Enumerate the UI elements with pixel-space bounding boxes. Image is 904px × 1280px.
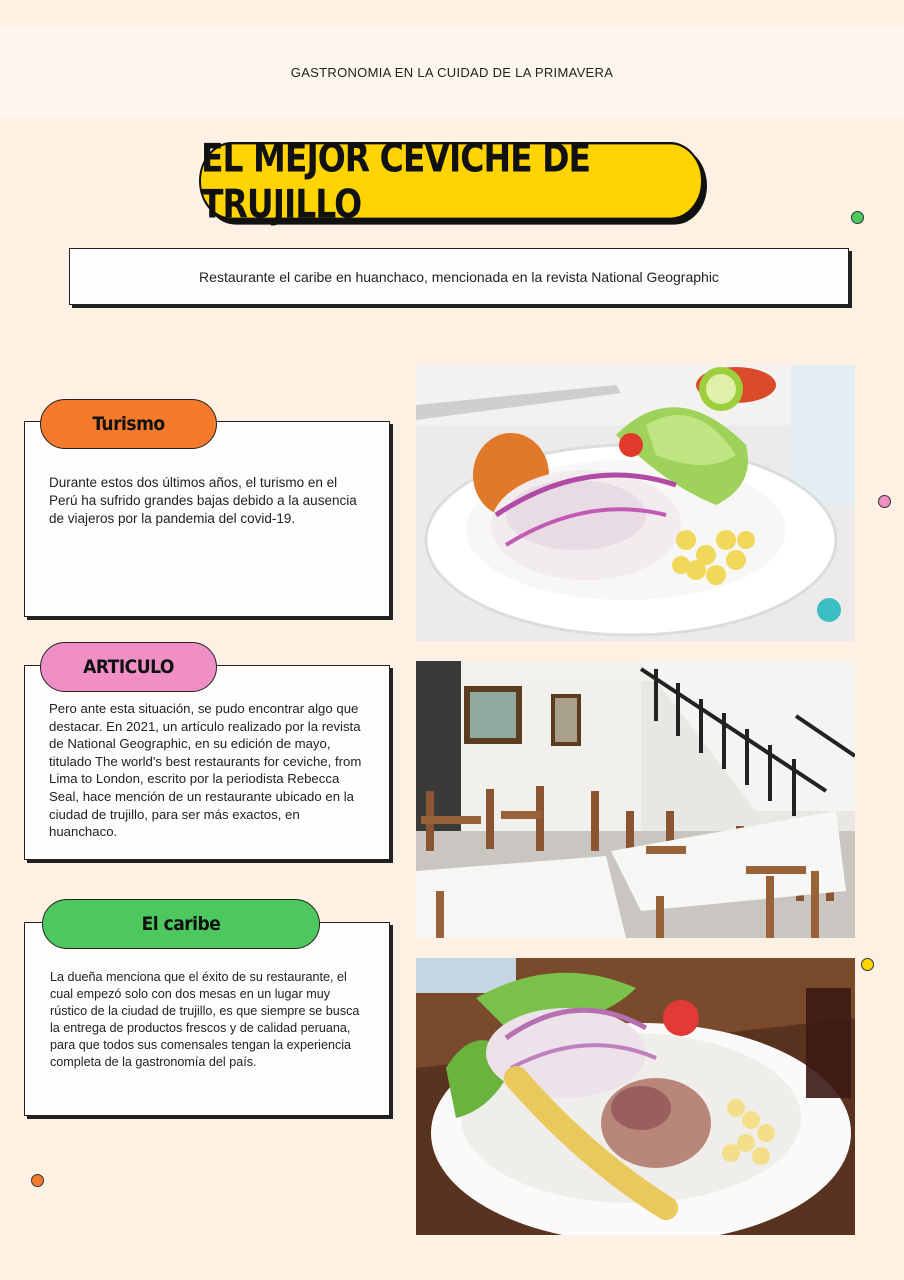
ceviche-photo	[416, 365, 855, 641]
decorative-dot-orange	[31, 1174, 44, 1187]
page-header	[0, 26, 904, 118]
articulo-body: Pero ante esta situación, se pudo encontrar algo que destacar. En 2021, un artículo realizado por la revista de National Geographic, en su edición de mayo, titulado The world's best restaurants for ceviche, from Lima to London, escrito por la periodista Rebecca Seal, hace mención de un restaurante ubicado en la ciudad de trujillo, para ser más exactos, en huanchaco.	[49, 701, 362, 840]
articulo-tag: ARTICULO	[40, 642, 217, 692]
subtitle-text: Restaurante el caribe en huanchaco, mencionada en la revista National Geographic	[199, 268, 719, 285]
interior-illustration	[416, 661, 855, 938]
caribe-tag: El caribe	[42, 899, 320, 949]
page-title: EL MEJOR CEVICHE DE TRUJILLO	[199, 142, 703, 220]
ceviche-illustration	[416, 365, 855, 641]
decorative-dot-yellow	[861, 958, 874, 971]
mixed-ceviche-illustration	[416, 958, 855, 1235]
turismo-tag: Turismo	[40, 399, 217, 449]
articulo-card	[24, 665, 390, 860]
caribe-card	[24, 922, 390, 1116]
caribe-body: La dueña menciona que el éxito de su restaurante, el cual empezó solo con dos mesas en un lugar muy rústico de la ciudad de trujillo, es que siempre se busca la entrega de productos frescos y de calidad peruana, para que todos sus comensales tengan la experiencia completa de la gastronomía del país.	[50, 970, 360, 1069]
decorative-dot-green	[851, 211, 864, 224]
decorative-dot-pink	[878, 495, 891, 508]
turismo-body: Durante estos dos últimos años, el turismo en el Perú ha sufrido grandes bajas debido a la ausencia de viajeros por la pandemia del covid-19.	[49, 475, 357, 526]
subtitle-box	[69, 248, 849, 305]
turismo-card	[24, 421, 390, 617]
restaurant-interior-photo	[416, 661, 855, 938]
mixed-ceviche-photo	[416, 958, 855, 1235]
header-text: GASTRONOMIA EN LA CUIDAD DE LA PRIMAVERA	[290, 64, 614, 80]
